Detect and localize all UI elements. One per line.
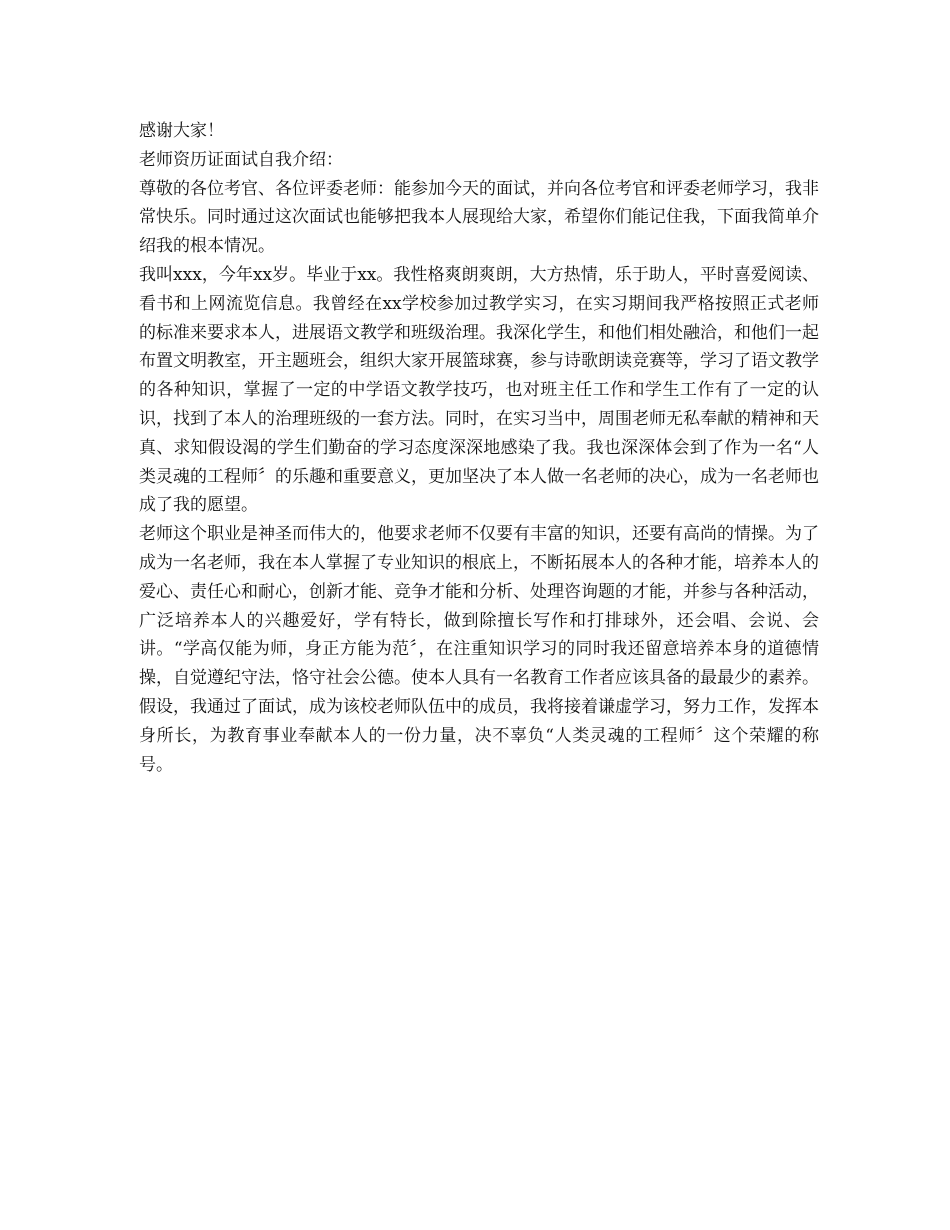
- paragraph-background: 我叫xxx，今年xx岁。毕业于xx。我性格爽朗爽朗，大方热情，乐于助人，平时喜爱阅读、看书和上网流览信息。我曾经在xx学校参加过教学实习，在实习期间我严格按照正式老师的标准来要求本人，进展语文教学和班级治理。我深化学生，和他们相处融洽，和他们一起布置文明教室，开主题班会，组织大家开展篮球赛，参与诗歌朗读竞赛等，学习了语文教学的各种知识，掌握了一定的中学语文教学技巧，也对班主任工作和学生工作有了一定的认识，找到了本人的治理班级的一套方法。同时，在实习当中，周围老师无私奉献的精神和天真、求知假设渴的学生们勤奋的学习态度深深地感染了我。我也深深体会到了作为一名“人类灵魂的工程师〞的乐趣和重要意义，更加坚决了本人做一名老师的决心，成为一名老师也成了我的愿望。: [139, 264, 819, 516]
- section-title: 老师资历证面试自我介绍：: [139, 149, 343, 170]
- closing-thanks: 感谢大家！: [139, 121, 224, 141]
- paragraph-conclusion: 假设，我通过了面试，成为该校老师队伍中的成员，我将接着谦虚学习，努力工作，发挥本身所长，为教育事业奉献本人的一份力量，决不辜负“人类灵魂的工程师〞这个荣耀的称号。: [139, 696, 819, 775]
- paragraph-greeting: 尊敬的各位考官、各位评委老师：能参加今天的面试，并向各位考官和评委老师学习，我非常快乐。同时通过这次面试也能够把我本人展现给大家，希望你们能记住我，下面我简单介绍我的根本情况。: [139, 178, 819, 257]
- document-body: [139, 117, 819, 779]
- paragraph-profession: 老师这个职业是神圣而伟大的，他要求老师不仅要有丰富的知识，还要有高尚的情操。为了成为一名老师，我在本人掌握了专业知识的根底上，不断拓展本人的各种才能，培养本人的爱心、责任心和耐心，创新才能、竞争才能和分析、处理咨询题的才能，并参与各种活动，广泛培养本人的兴趣爱好，学有特长，做到除擅长写作和打排球外，还会唱、会说、会讲。“学高仅能为师，身正方能为范〞，在注重知识学习的同时我还留意培养本身的道德情操，自觉遵纪守法，恪守社会公德。使本人具有一名教育工作者应该具备的最最少的素养。: [139, 524, 819, 689]
